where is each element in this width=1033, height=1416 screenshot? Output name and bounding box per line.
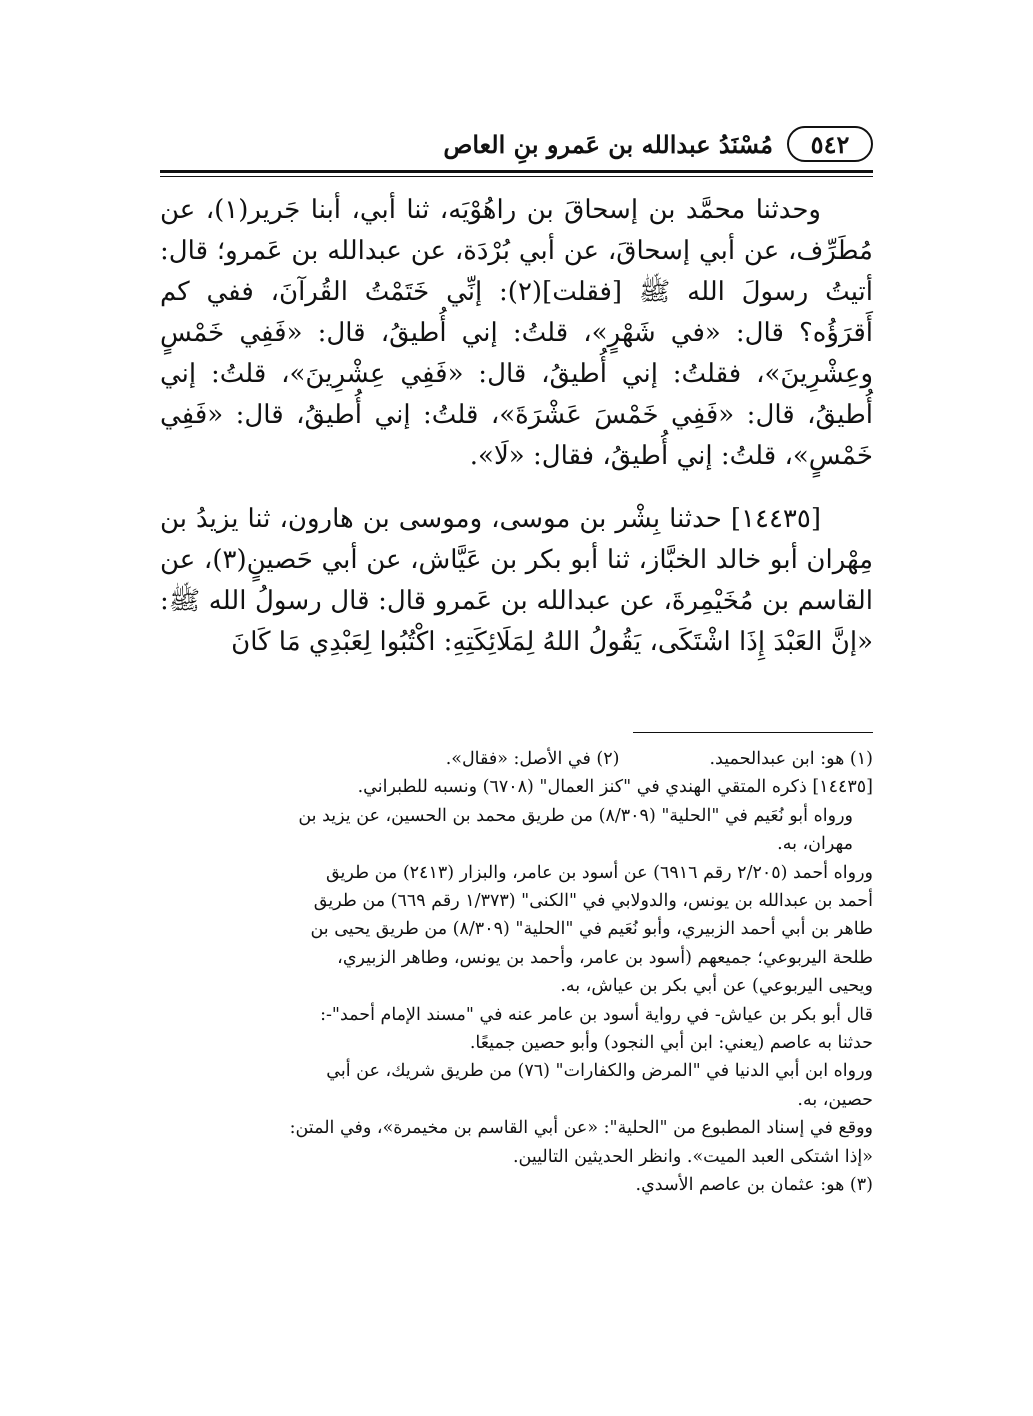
page-number-badge: ٥٤٢ [787, 126, 873, 162]
footnote-row-1-2 [160, 745, 873, 773]
footnote-separator [633, 732, 873, 733]
hadith-note-intro: [١٤٤٣٥] ذكره المتقي الهندي في "كنز العمال" (٦٧٠٨) ونسبه للطبراني. [357, 777, 873, 798]
note-line: طاهر بن أبي أحمد الزبيري، وأبو نُعَيم في "الحلية" (٨/٣٠٩) من طريق يحيى بن [310, 919, 873, 940]
hadith-paragraph-2: [١٤٤٣٥] حدثنا بِشْر بن موسى، وموسى بن هارون، ثنا يزيدُ بن مِهْران أبو خالد الخبَّاز، ثنا أبو بكر بن عَيَّاش، عن أبي حَصينٍ(٣)، عن القاسم بن مُخَيْمِرةَ، عن عبدالله بن عَمرو قال: قال رسولُ الله ﷺ: «إنَّ العَبْدَ إِذَا اشْتَكَى، يَقُولُ اللهُ لِمَلَائِكَتِهِ: اكْتُبُوا لِعَبْدِي مَا كَانَ [160, 504, 874, 657]
hadith-paragraph-1: وحدثنا محمَّد بن إسحاقَ بن راهُوْيَه، ثنا أبي، أبنا جَرير(١)، عن مُطَرِّف، عن أبي إسحاقَ، عن أبي بُرْدَة، عن عبدالله بن عَمرو؛ قال: أتيتُ رسولَ الله ﷺ [فقلت](٢): إنِّي خَتَمْتُ القُرآنَ، ففي كم أَقرَؤُه؟ قال: «في شَهْرٍ»، قلتُ: إني أُطيقُ، قال: «فَفِي خَمْسٍ وعِشْرِينَ»، فقلتُ: إني أُطيقُ، قال: «فَفِي عِشْرِينَ»، قلتُ: إني أُطيقُ، قال: «فَفِي خَمْسَ عَشْرَةَ»، قلتُ: إني أُطيقُ، قال: «فَفِي خَمْسٍ»، قلتُ: إني أُطيقُ، فقال: «لَا». [160, 195, 873, 471]
page-header [160, 122, 873, 166]
note-line: ورواه أبو نُعَيم في "الحلية" (٨/٣٠٩) من طريق محمد بن الحسين، عن يزيد بن [298, 805, 853, 826]
note-line: قال أبو بكر بن عياش- في رواية أسود بن عامر عنه في "مسند الإمام أحمد"-: [320, 1004, 873, 1025]
main-text [160, 190, 873, 663]
note-line: ووقع في إسناد المطبوع من "الحلية": «عن أبي القاسم بن مخيمرة»، وفي المتن: [289, 1118, 873, 1139]
header-rule-thick [160, 170, 873, 173]
running-title: مُسْنَدُ عبدالله بن عَمرو بنِ العاص [443, 129, 773, 159]
footnotes [160, 745, 873, 1200]
note-line: حدثنا به عاصم (يعني: ابن أبي النجود) وأبو حصين جميعًا. [469, 1033, 873, 1054]
note-line: طلحة اليربوعي؛ جميعهم (أسود بن عامر، وأحمد بن يونس، وطاهر الزبيري، [337, 947, 873, 968]
footnote-3: (٣) هو: عثمان بن عاصم الأسدي. [635, 1175, 873, 1196]
note-line: حصين، به. [797, 1089, 873, 1110]
note-line: ويحيى اليربوعي) عن أبي بكر بن عياش، به. [560, 976, 873, 997]
note-line: مهران، به. [777, 834, 853, 855]
note-line: ورواه ابن أبي الدنيا في "المرض والكفارات" (٧٦) من طريق شريك، عن أبي [326, 1061, 873, 1082]
footnote-2: (٢) في الأصل: «فقال». [445, 749, 620, 769]
note-line: أحمد بن عبدالله بن يونس، والدولابي في "الكنى" (١/٣٧٣ رقم ٦٦٩) من طريق [313, 891, 873, 912]
note-line: ورواه أحمد (٢/٢٠٥ رقم ٦٩١٦) عن أسود بن عامر، والبزار (٢٤١٣) من طريق [325, 862, 873, 883]
header-rule-thin [160, 176, 873, 177]
note-line: «إذا اشتكى العبد الميت». وانظر الحديثين التاليين. [512, 1146, 873, 1167]
footnote-1: (١) هو: ابن عبدالحميد. [709, 749, 873, 769]
